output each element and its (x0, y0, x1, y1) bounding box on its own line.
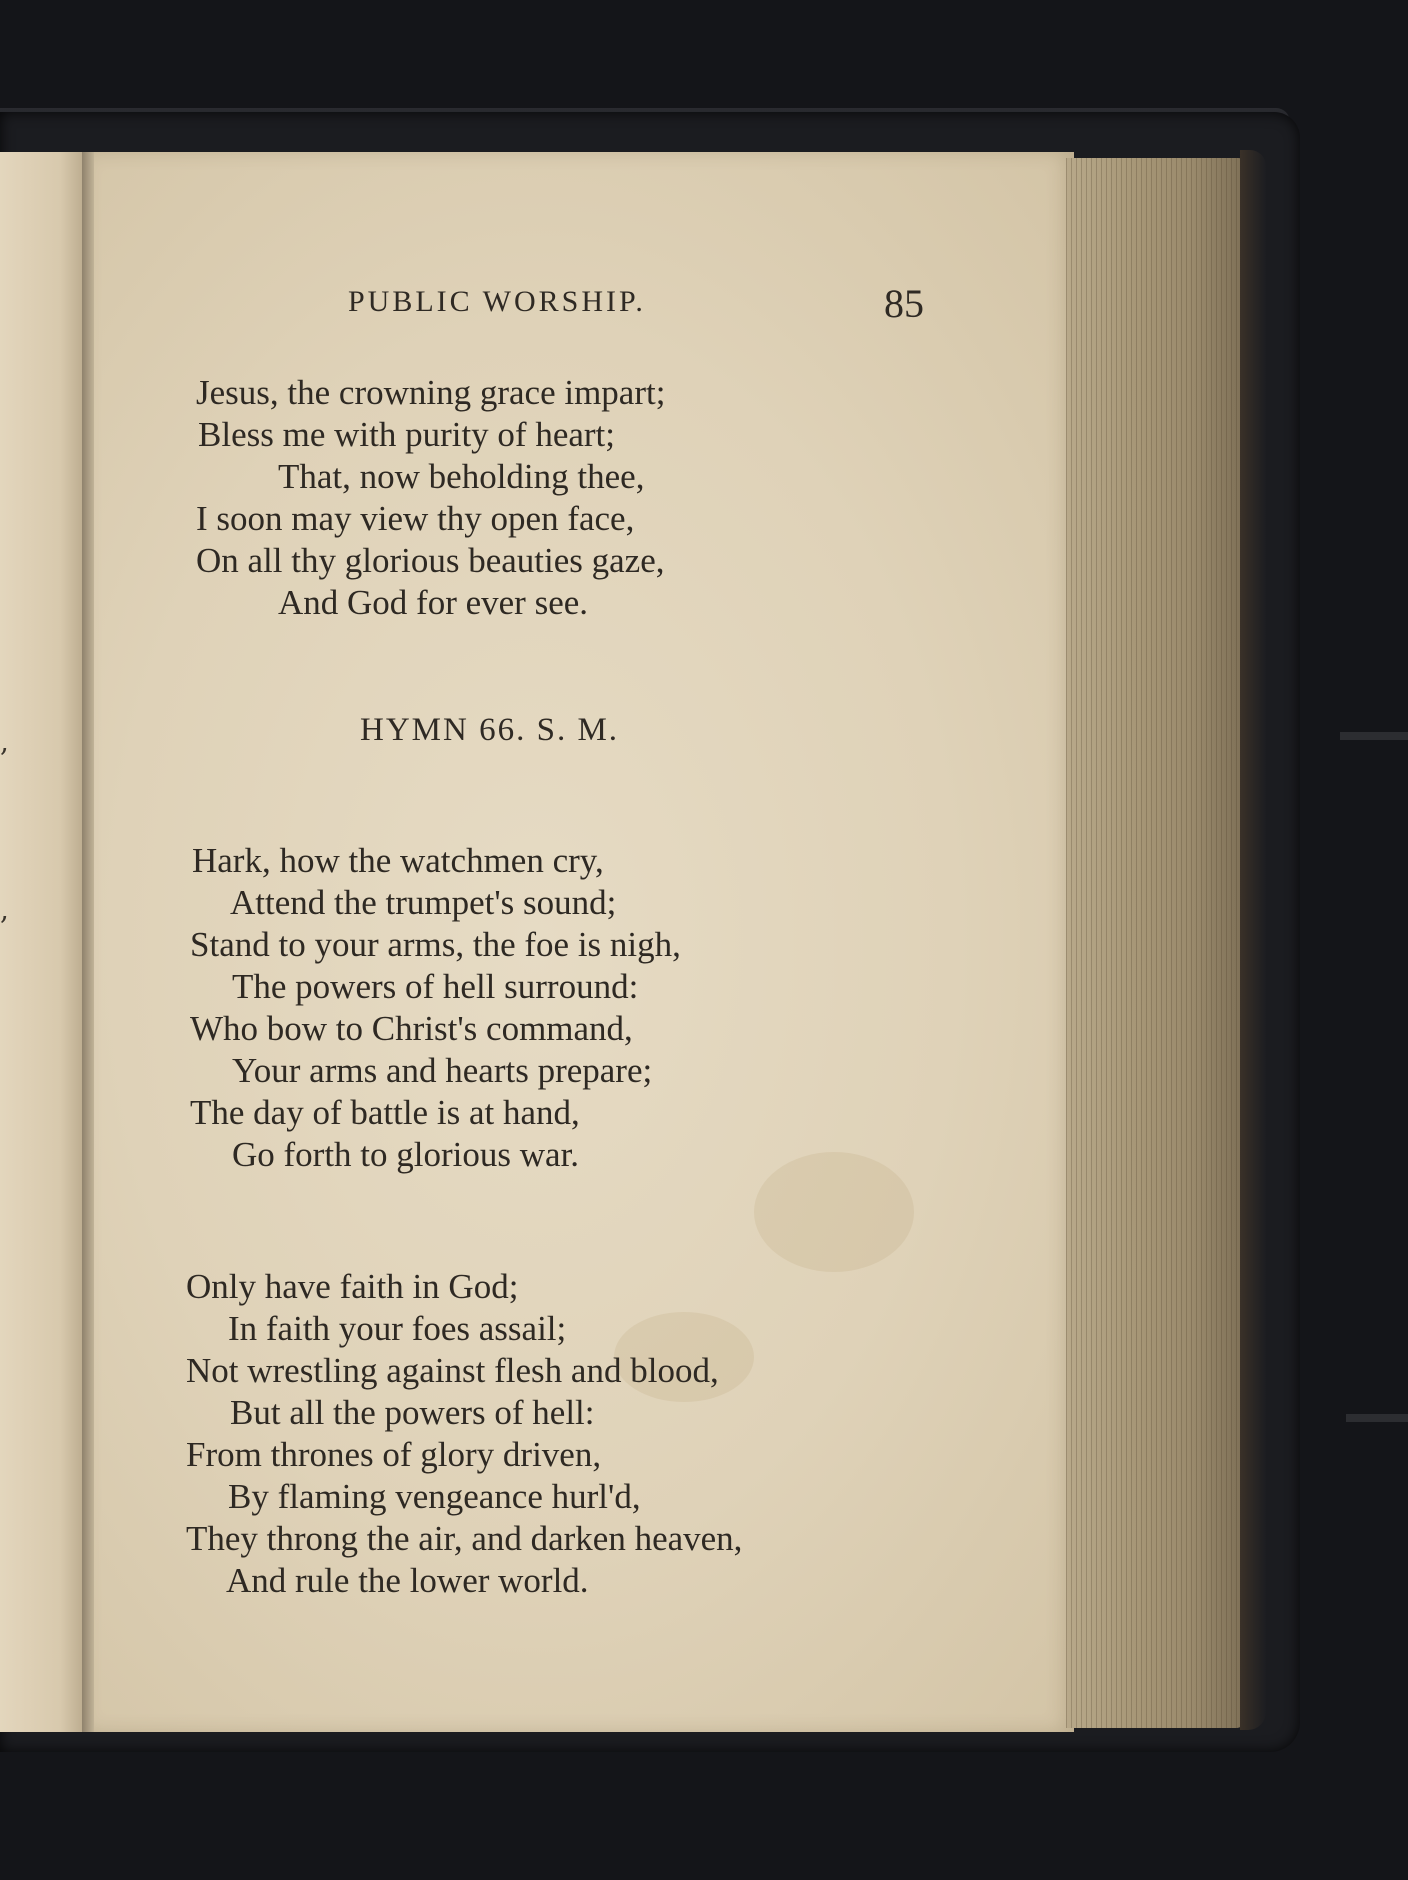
hymn-title: HYMN 66. S. M. (360, 712, 620, 748)
verse-line: Attend the trumpet's sound; (230, 883, 617, 922)
verse-line: Who bow to Christ's command, (190, 1009, 633, 1048)
verse-line: On all thy glorious beauties gaze, (196, 541, 665, 580)
verse-line: And rule the lower world. (226, 1561, 589, 1600)
verse-line: From thrones of glory driven, (186, 1435, 602, 1474)
left-facing-page (0, 152, 86, 1732)
verse-line: The powers of hell surround: (232, 967, 639, 1006)
verse-line: Stand to your arms, the foe is nigh, (190, 925, 681, 964)
running-title: PUBLIC WORSHIP. (348, 285, 646, 318)
verse-line: Your arms and hearts prepare; (232, 1051, 653, 1090)
paper-stain (754, 1152, 914, 1272)
verse-line: Only have faith in God; (186, 1267, 519, 1306)
verse-line: I soon may view thy open face, (196, 499, 635, 538)
cover-edge (1240, 150, 1266, 1730)
page-block-edges (1066, 158, 1246, 1728)
verse-line: The day of battle is at hand, (190, 1093, 580, 1132)
verse-line: Not wrestling against flesh and blood, (186, 1351, 719, 1390)
ribbon-strip (1346, 1414, 1408, 1422)
left-page-mark: , (0, 893, 9, 926)
verse-line: Jesus, the crowning grace impart; (196, 373, 666, 412)
verse-line: But all the powers of hell: (230, 1393, 595, 1432)
verse-line: They throng the air, and darken heaven, (186, 1519, 743, 1558)
left-page-mark: , (0, 725, 9, 758)
verse-line: And God for ever see. (278, 583, 589, 622)
verse-line: In faith your foes assail; (228, 1309, 567, 1348)
verse-line: That, now beholding thee, (278, 457, 645, 496)
page-number: 85 (884, 281, 924, 326)
verse-line: Bless me with purity of heart; (198, 415, 616, 454)
verse-line: Go forth to glorious war. (232, 1135, 580, 1174)
ribbon-strip (1340, 732, 1408, 740)
verse-line: Hark, how the watchmen cry, (192, 841, 604, 880)
verse-line: By flaming vengeance hurl'd, (228, 1477, 641, 1516)
